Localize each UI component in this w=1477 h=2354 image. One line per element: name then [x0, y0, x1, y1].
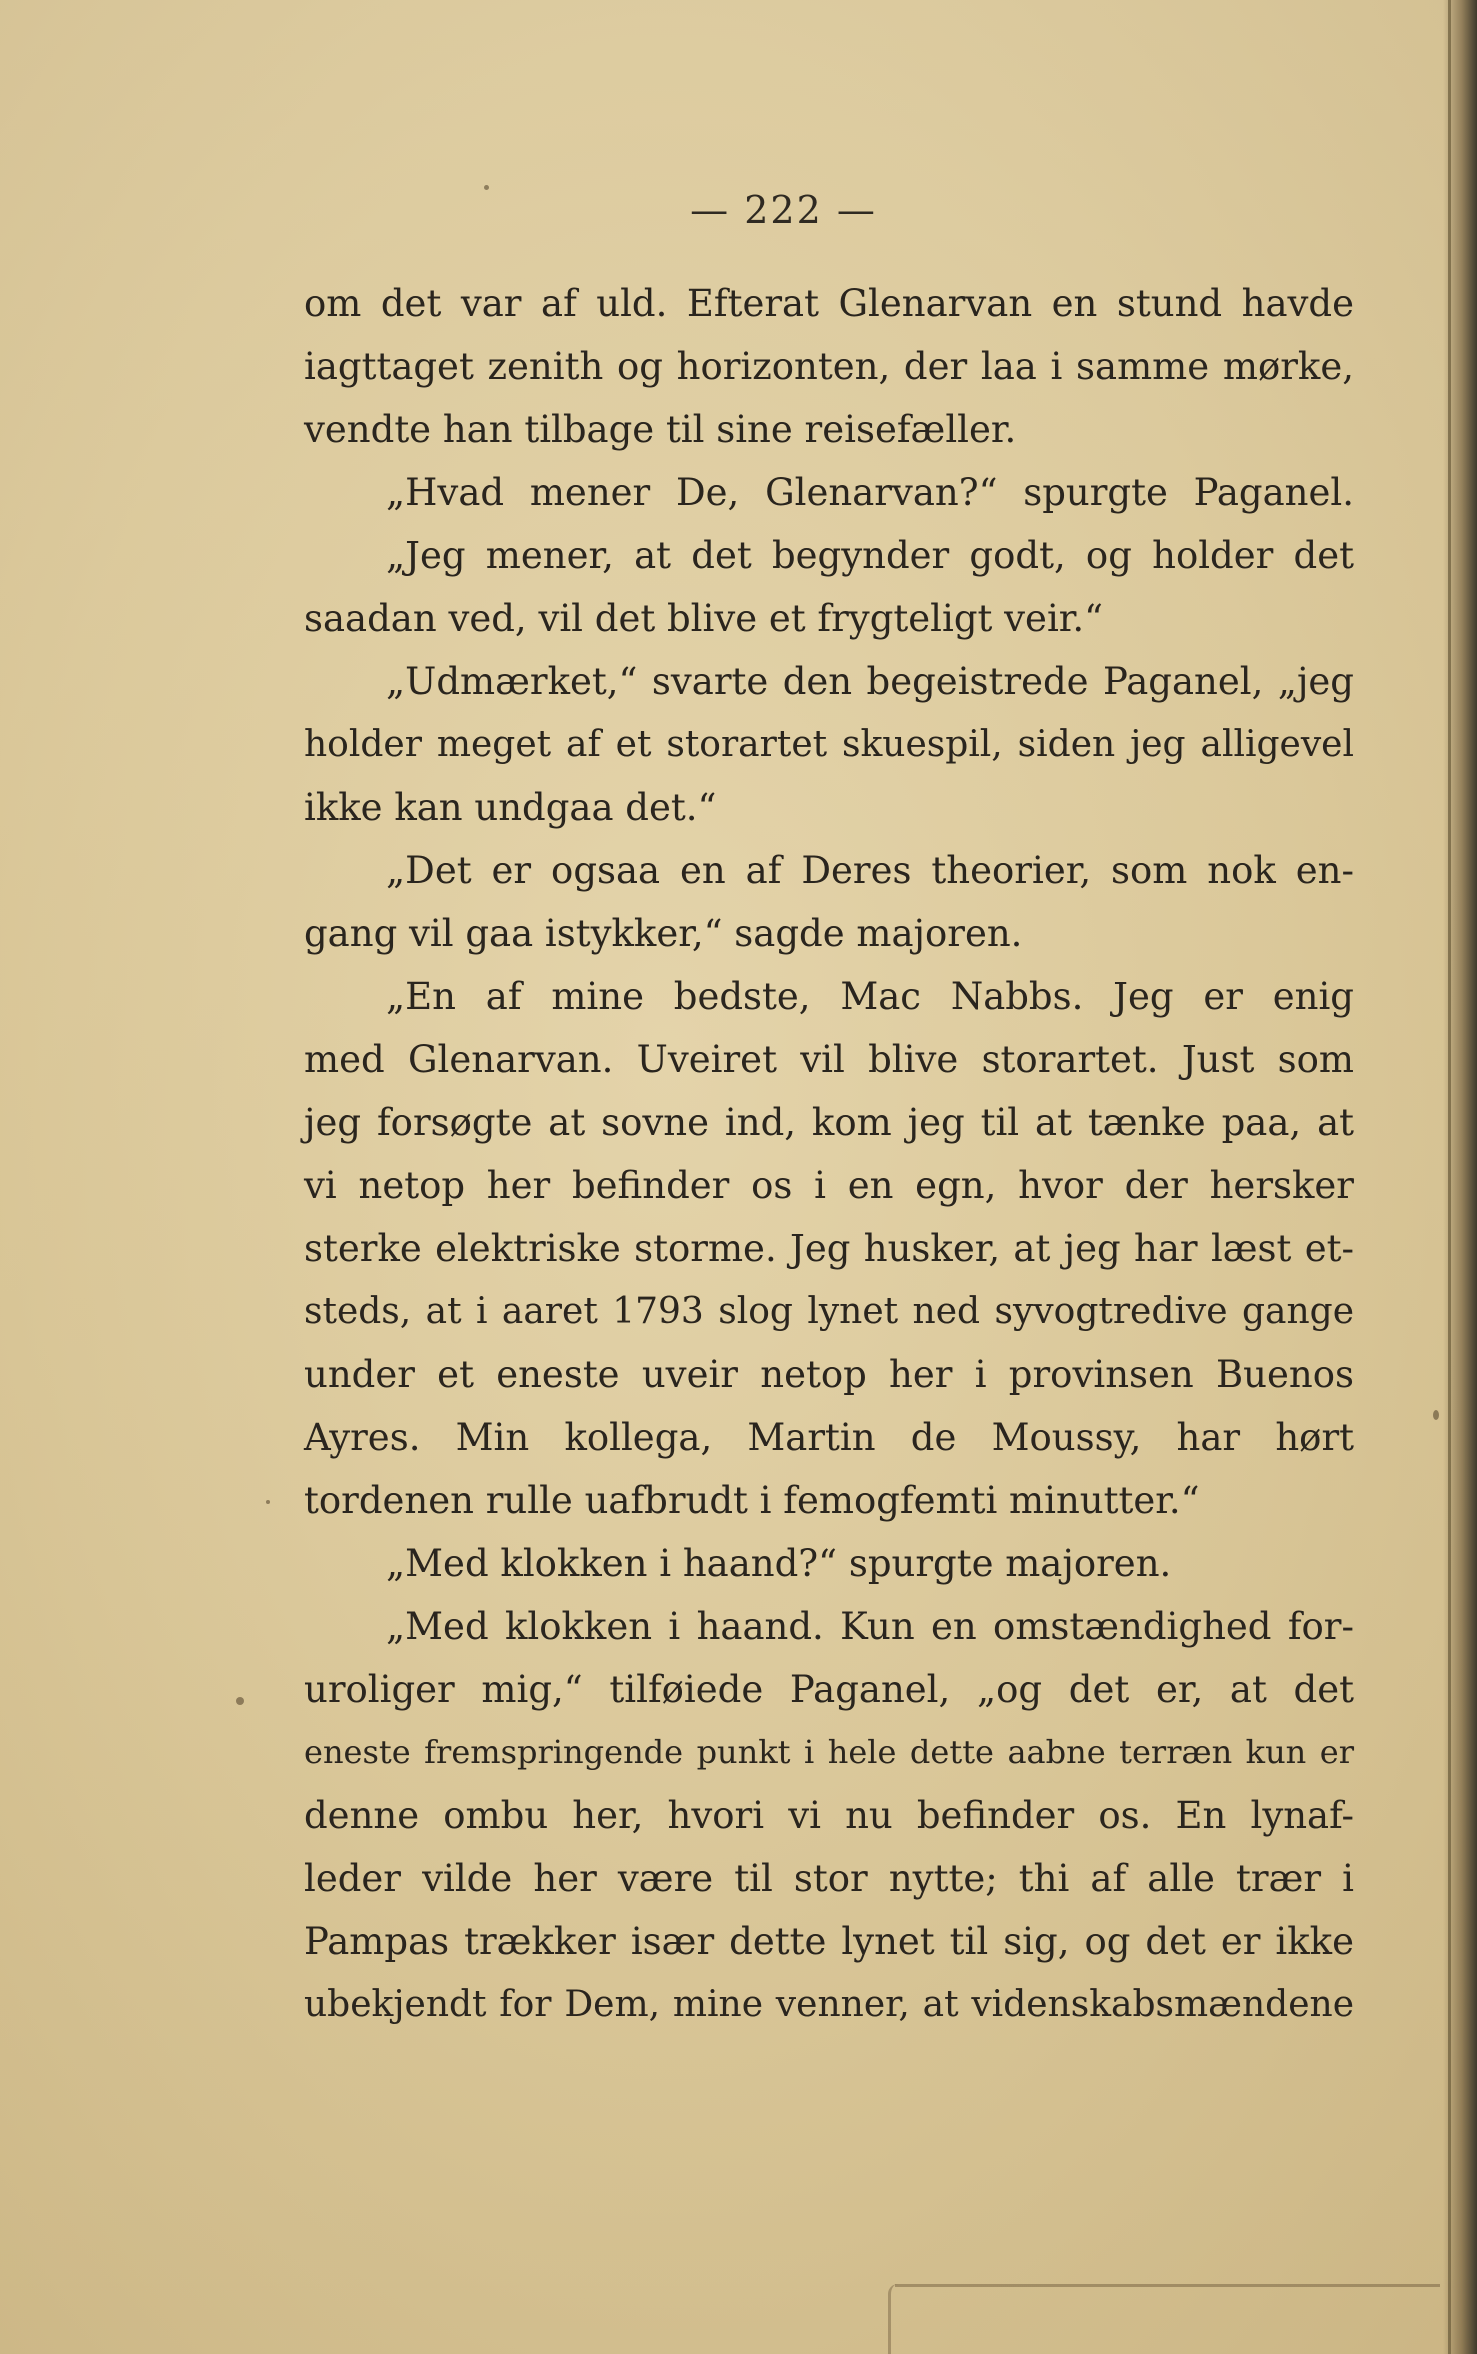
text-line: „Jeg mener, at det begynder godt, og holder det: [386, 534, 1354, 577]
page-edge-line: [895, 2284, 1440, 2287]
text-line: iagttaget zenith og horizonten, der laa i samme mørke,: [304, 345, 1354, 388]
text-line: ubekjendt for Dem, mine venner, at videnskabsmændene: [304, 1984, 1354, 2025]
text-line: under et eneste uveir netop her i provinsen Buenos: [304, 1353, 1354, 1396]
text-line: leder vilde her være til stor nytte; thi af alle trær i: [304, 1857, 1354, 1900]
page-edge-corner: [888, 2284, 901, 2354]
spine-edge: [1448, 0, 1451, 2354]
text-line: „Hvad mener De, Glenarvan?“ spurgte Paganel.: [386, 471, 1354, 514]
text-line: holder meget af et storartet skuespil, siden jeg alligevel: [304, 724, 1354, 765]
text-line: tordenen rulle uafbrudt i femogfemti minutter.“: [304, 1479, 1200, 1522]
paper-speck: [266, 1500, 270, 1504]
text-line: uroliger mig,“ tilføiede Paganel, „og det er, at det: [304, 1668, 1354, 1711]
text-line: sterke elektriske storme. Jeg husker, at jeg har læst et-: [304, 1227, 1354, 1270]
page-number: — 222 —: [690, 188, 877, 232]
text-line: steds, at i aaret 1793 slog lynet ned syvogtredive gange: [304, 1291, 1354, 1332]
text-line: vendte han tilbage til sine reisefæller.: [304, 408, 1017, 451]
text-line: eneste fremspringende punkt i hele dette aabne terræn kun er: [304, 1733, 1354, 1771]
text-line: Pampas trækker især dette lynet til sig, og det er ikke: [304, 1920, 1354, 1963]
text-line: ikke kan undgaa det.“: [304, 786, 717, 829]
text-line: jeg forsøgte at sovne ind, kom jeg til at tænke paa, at: [304, 1101, 1354, 1144]
text-line: saadan ved, vil det blive et frygteligt veir.“: [304, 597, 1104, 640]
text-line: vi netop her befinder os i en egn, hvor der hersker: [304, 1164, 1354, 1207]
text-line: med Glenarvan. Uveiret vil blive storartet. Just som: [304, 1038, 1354, 1081]
text-line: „Udmærket,“ svarte den begeistrede Paganel, „jeg: [386, 660, 1354, 703]
paper-speck: [1433, 1410, 1439, 1420]
text-line: om det var af uld. Efterat Glenarvan en stund havde: [304, 282, 1354, 325]
text-line: Ayres. Min kollega, Martin de Moussy, har hørt: [304, 1416, 1354, 1459]
text-line: „En af mine bedste, Mac Nabbs. Jeg er enig: [386, 975, 1354, 1018]
text-line: „Med klokken i haand?“ spurgte majoren.: [386, 1542, 1172, 1585]
paper-speck: [236, 1697, 244, 1705]
text-line: denne ombu her, hvori vi nu befinder os. En lynaf-: [304, 1794, 1354, 1837]
body-text: [304, 272, 1354, 2036]
text-line: „Det er ogsaa en af Deres theorier, som nok en-: [386, 849, 1354, 892]
text-line: „Med klokken i haand. Kun en omstændighed for-: [386, 1605, 1354, 1648]
text-line: gang vil gaa istykker,“ sagde majoren.: [304, 912, 1023, 955]
